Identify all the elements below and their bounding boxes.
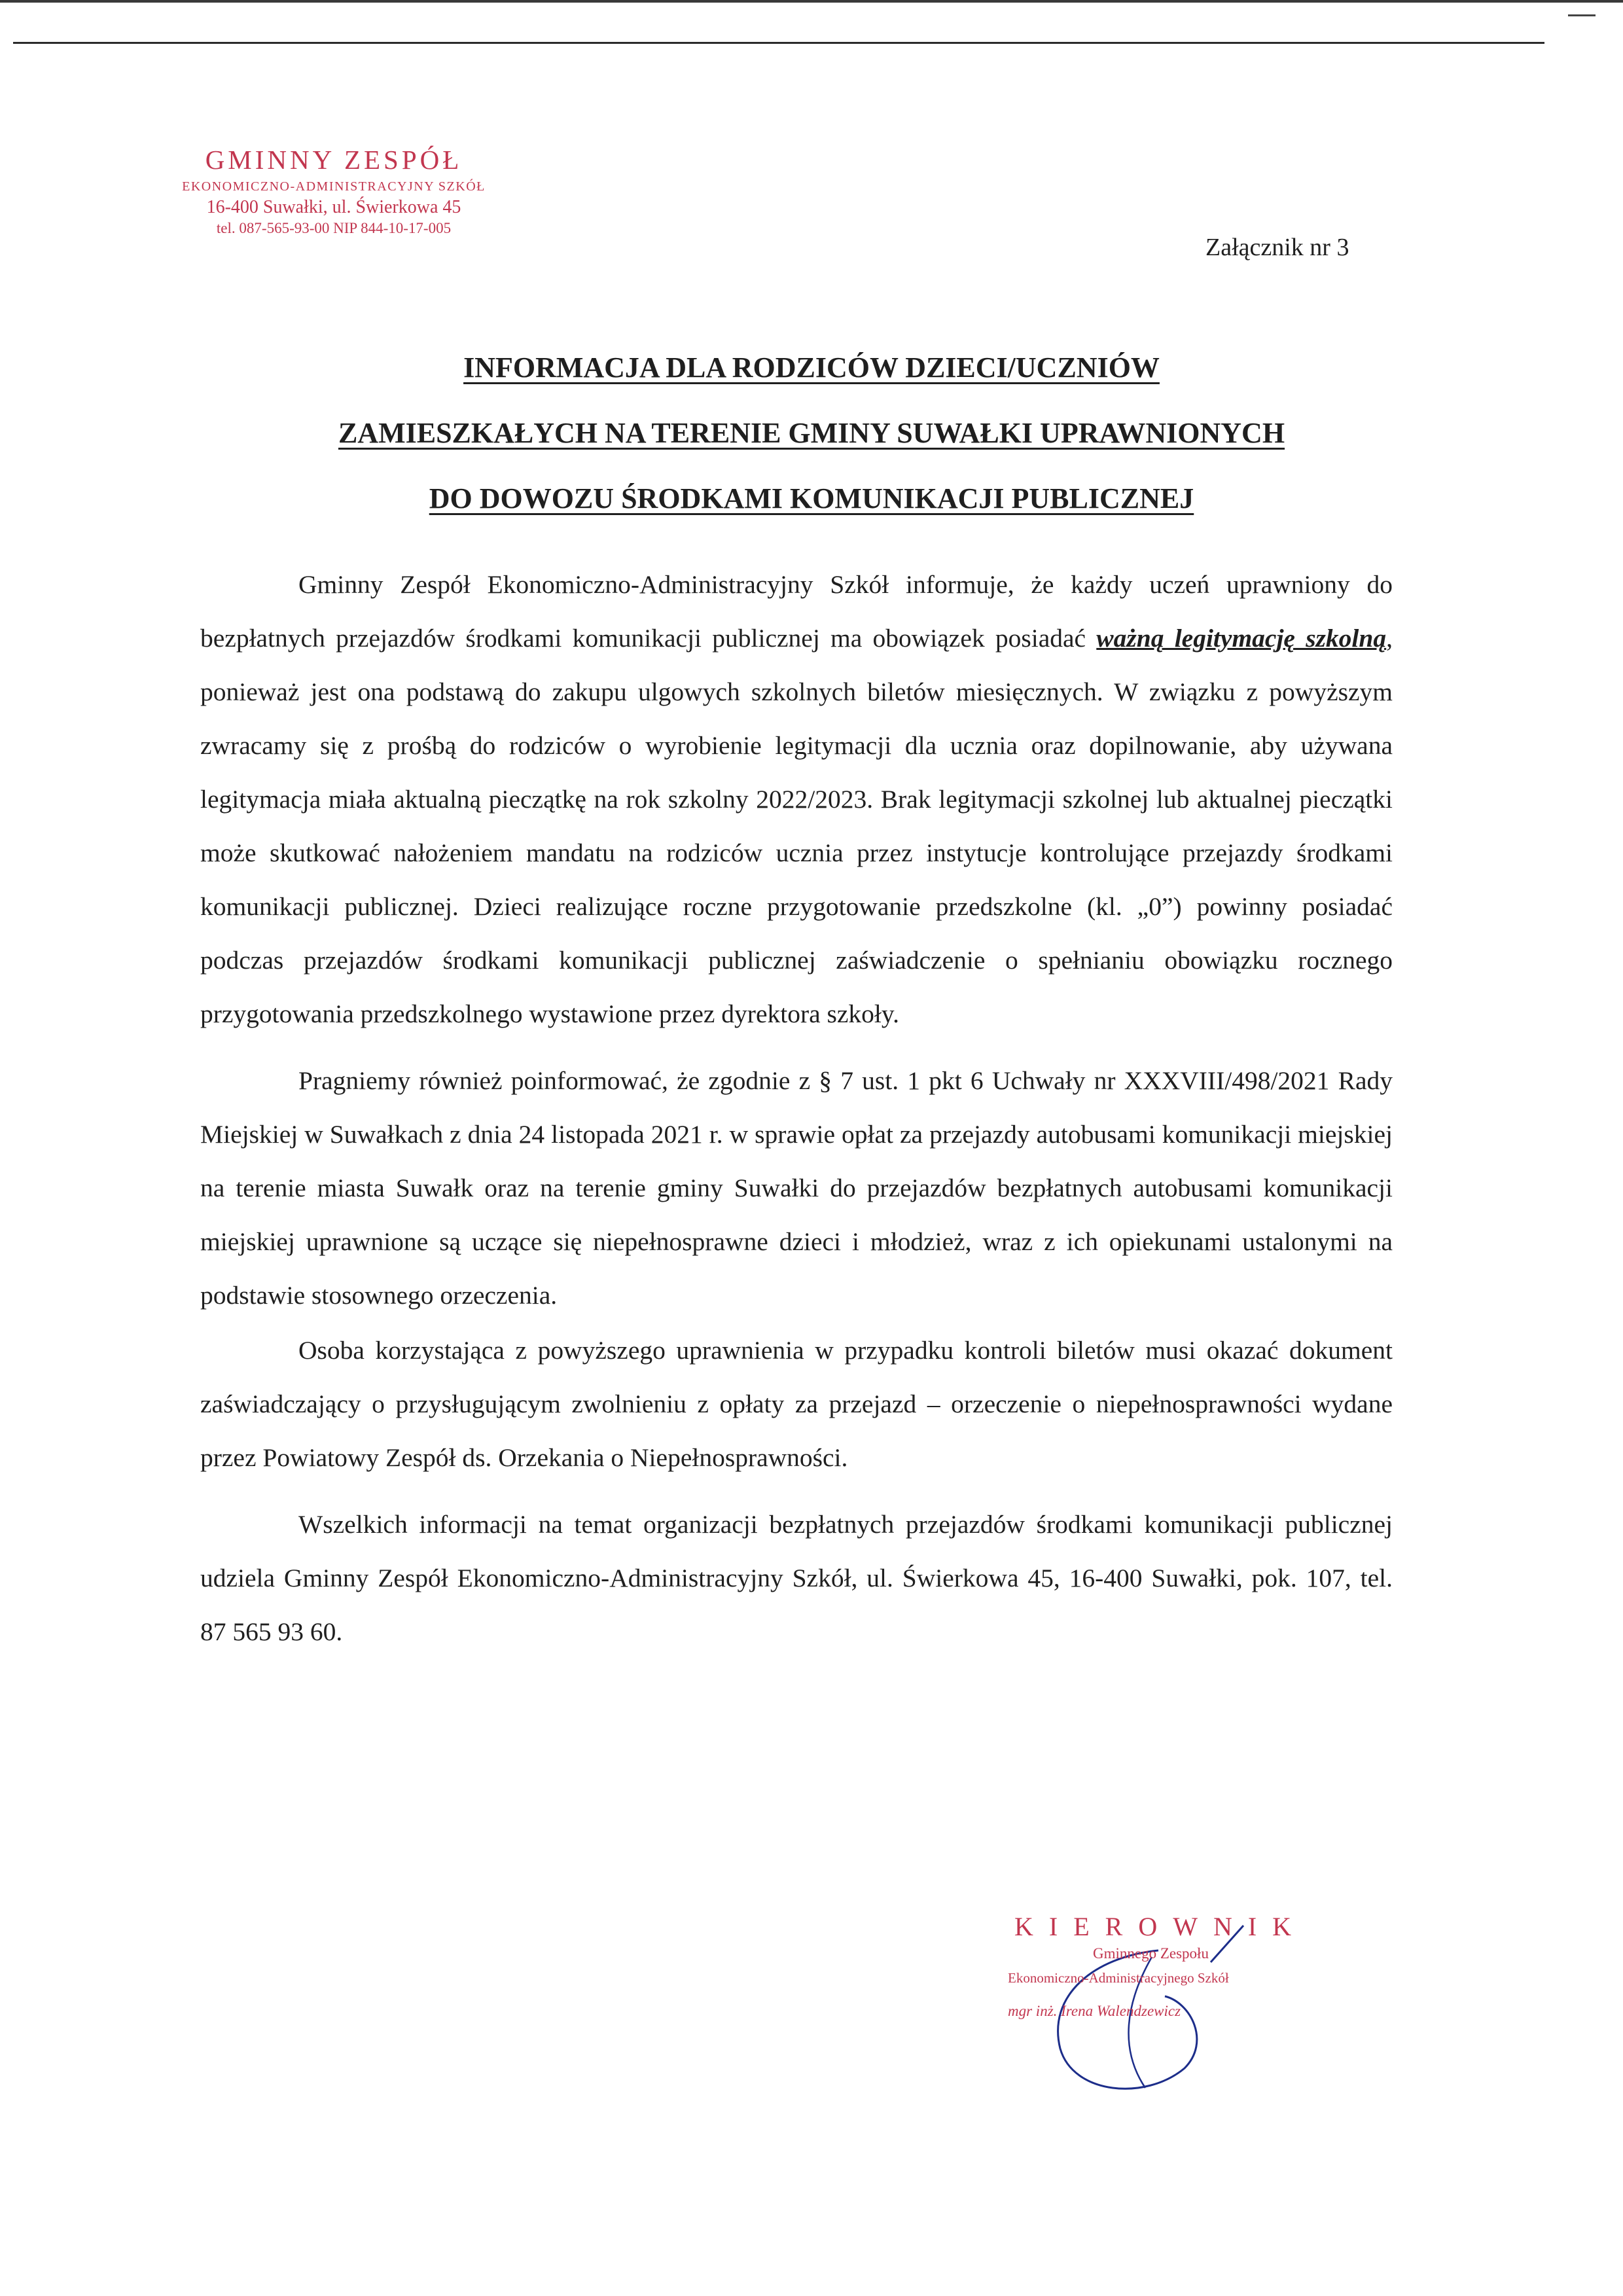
paragraph-1-start: Gminny Zespół Ekonomiczno-Administracyjny Szkół informuje, że każdy uczeń uprawniony do bezpłatnych przejazdów środkami komunikacji publicznej ma obowiązek posiadać [200,570,1393,653]
emphasized-phrase: ważną legitymację szkolną [1096,624,1387,653]
stamp-line-3: 16-400 Suwałki, ul. Świerkowa 45 [206,197,461,217]
title-line-2: ZAMIESZKAŁYCH NA TERENIE GMINY SUWAŁKI UPRAWNIONYCH [338,417,1285,449]
stamp-line-4: tel. 087-565-93-00 NIP 844-10-17-005 [216,220,452,236]
signature-stamp [995,1911,1322,2121]
title-line-1: INFORMACJA DLA RODZICÓW DZIECI/UCZNIÓW [463,351,1160,384]
stamp-line-2: EKONOMICZNO-ADMINISTRACYJNY SZKÓŁ [182,179,486,194]
scan-edge-top [0,0,1623,3]
stamp-line-1: GMINNY ZESPÓŁ [205,145,463,175]
document-body [200,558,1393,1659]
annex-label: Załącznik nr 3 [1205,234,1349,261]
scan-edge-tick [1568,14,1596,16]
signature-line-2: Ekonomiczno-Administracyjnego Szkół [1008,1970,1229,1986]
title-line-3: DO DOWOZU ŚRODKAMI KOMUNIKACJI PUBLICZNEJ [429,482,1194,514]
scan-edge-line [13,42,1544,44]
paragraph-1-end: , ponieważ jest ona podstawą do zakupu ulgowych szkolnych biletów miesięcznych. W związku z powyższym zwracamy się z prośbą do rodziców o wyrobienie legitymacji dla ucznia oraz dopilnowanie, aby używana legitymacja miała aktualną pieczątkę na rok szkolny 2022/2023. Brak legitymacji szkolnej lub aktualnej pieczątki może skutkować nałożeniem mandatu na rodziców ucznia przez instytucje kontrolujące przejazdy środkami komunikacji publicznej. Dzieci realizujące roczne przygotowanie przedszkolne (kl. „0”) powinny posiadać podczas przejazdów środkami komunikacji publicznej zaświadczenie o spełnianiu obowiązku rocznego przygotowania przedszkolnego wystawione przez dyrektora szkoły. [200,624,1393,1028]
signature-title: KIEROWNIK [1014,1912,1308,1941]
signature-line-1: Gminnego Zespołu [1093,1945,1209,1962]
document-title [183,335,1440,531]
handwritten-signature [995,1852,1322,2140]
paragraph-2: Pragniemy również poinformować, że zgodnie z § 7 ust. 1 pkt 6 Uchwały nr XXXVIII/498/2021 Rady Miejskiej w Suwałkach z dnia 24 listopada 2021 r. w sprawie opłat za przejazdy autobusami komunikacji miejskiej na terenie miasta Suwałk oraz na terenie gminy Suwałki do przejazdów bezpłatnych autobusami komunikacji miejskiej uprawnione są uczące się niepełnosprawne dzieci i młodzież, wraz z ich opiekunami ustalonymi na podstawie stosownego orzeczenia. [200,1066,1393,1310]
signature-line-3: mgr inż. Irena Walendzewicz [1008,2003,1181,2019]
paragraph-3: Osoba korzystająca z powyższego uprawnienia w przypadku kontroli biletów musi okazać dokument zaświadczający o przysługującym zwolnieniu z opłaty za przejazd – orzeczenie o niepełnosprawności wydane przez Powiatowy Zespół ds. Orzekania o Niepełnosprawności. [200,1336,1393,1472]
paragraph-1 [200,558,1393,1041]
institution-stamp [151,143,517,238]
paragraph-4: Wszelkich informacji na temat organizacji bezpłatnych przejazdów środkami komunikacji publicznej udziela Gminny Zespół Ekonomiczno-Administracyjny Szkół, ul. Świerkowa 45, 16-400 Suwałki, pok. 107, tel. 87 565 93 60. [200,1510,1393,1646]
